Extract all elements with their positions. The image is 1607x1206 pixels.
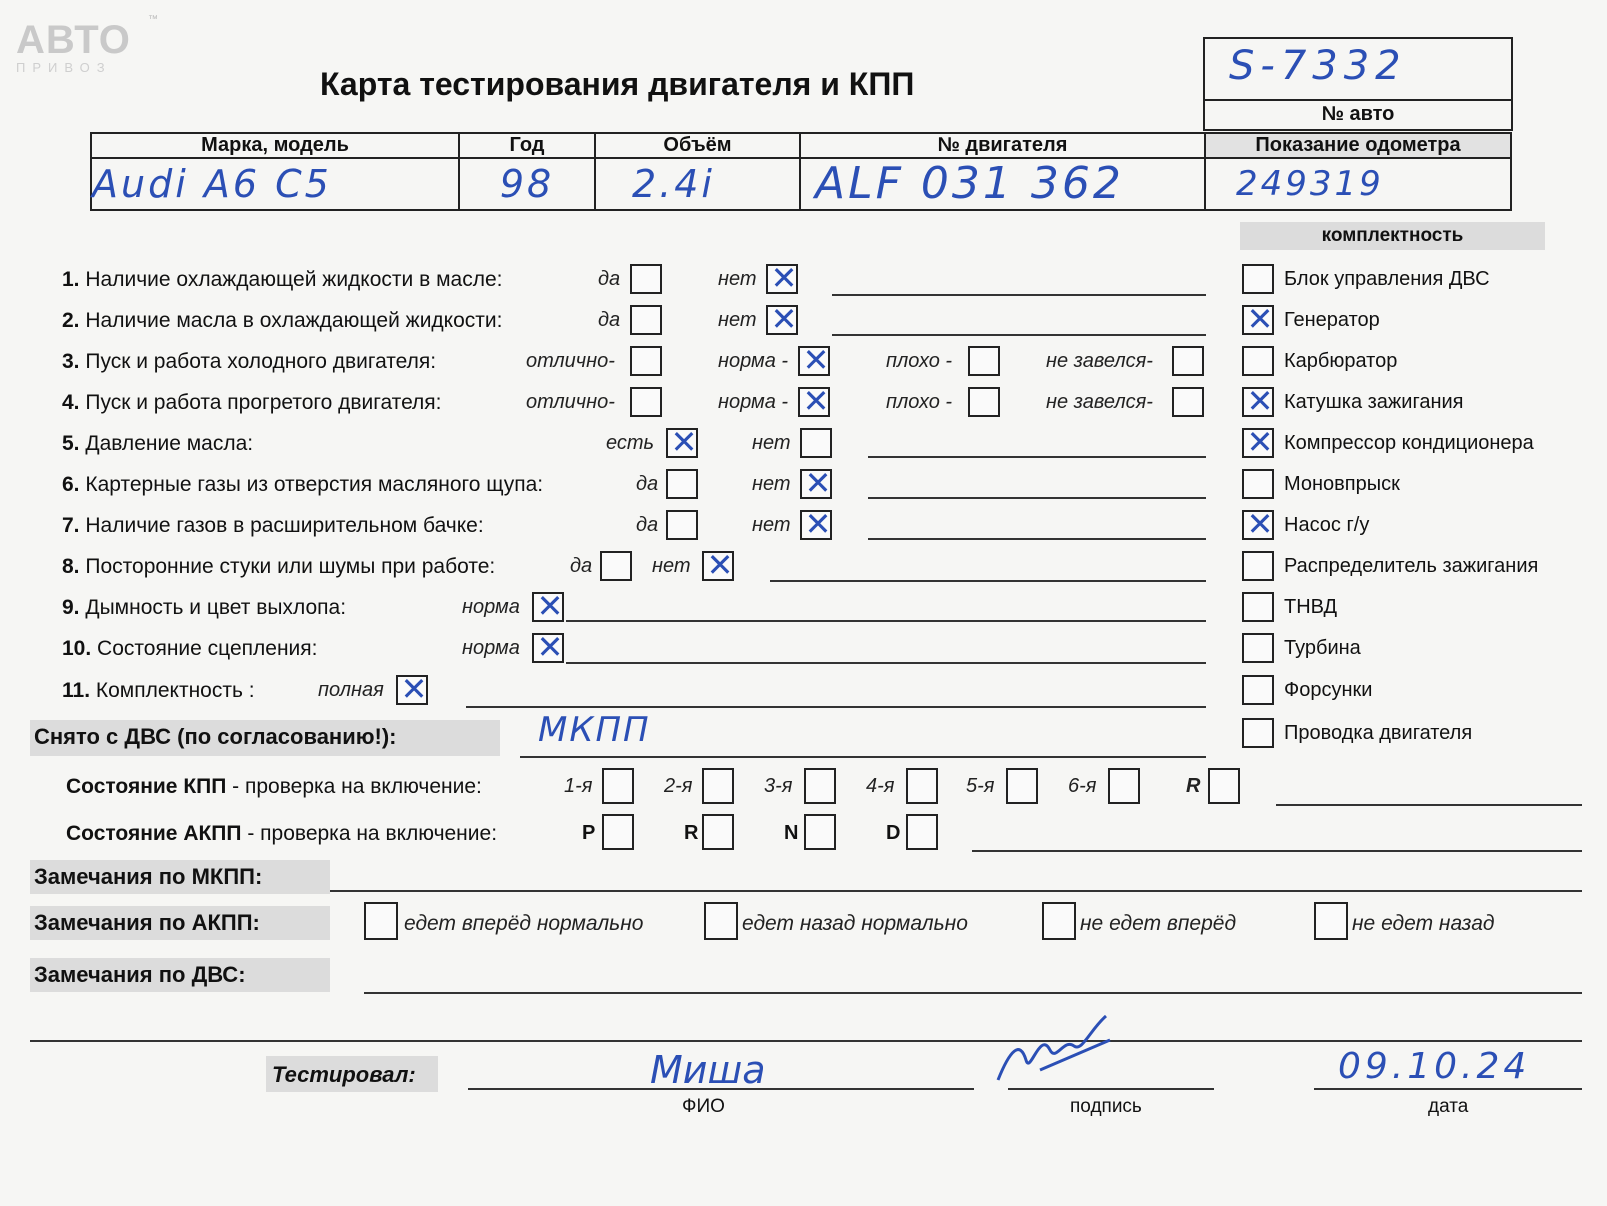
- check-mark: ✕: [536, 587, 564, 625]
- komplekt-checkbox[interactable]: [1242, 718, 1274, 748]
- gear-checkbox[interactable]: [702, 814, 734, 850]
- gear-label: 5-я: [966, 775, 995, 797]
- option-label: да: [636, 514, 659, 536]
- question-text: Наличие газов в расширительном бачке:: [85, 514, 484, 537]
- question-number: 5.: [62, 432, 80, 455]
- remarks-dvs-line-2: [30, 1040, 1582, 1042]
- comment-line: [832, 294, 1206, 296]
- question-number: 11.: [62, 679, 91, 702]
- komplekt-label: Катушка зажигания: [1284, 391, 1464, 413]
- check-mark: ✕: [536, 628, 564, 666]
- option-label: есть: [606, 432, 655, 454]
- komplekt-checkbox[interactable]: [1242, 675, 1274, 705]
- komplekt-checkbox[interactable]: [1242, 592, 1274, 622]
- date-caption: дата: [1428, 1096, 1469, 1117]
- question-number: 10.: [62, 637, 92, 660]
- auto-number-box: [1203, 37, 1513, 131]
- check-mark: ✕: [802, 341, 830, 379]
- question-number: 8.: [62, 555, 80, 578]
- komplektnost-title: комплектность: [1240, 222, 1545, 250]
- checkbox-q9-normal[interactable]: [532, 587, 564, 625]
- komplekt-label: Генератор: [1284, 309, 1380, 331]
- gear-label: R: [684, 822, 699, 844]
- komplekt-label: Турбина: [1284, 637, 1361, 659]
- komplekt-label: Карбюратор: [1284, 350, 1398, 372]
- comment-line: [566, 662, 1206, 664]
- checkbox-q11-full[interactable]: [396, 670, 428, 708]
- gear-label: 2-я: [664, 775, 693, 797]
- gear-label: P: [582, 822, 596, 844]
- question-number: 2.: [62, 309, 80, 332]
- remarks-akpp-label: Замечания по АКПП:: [34, 910, 260, 935]
- komplekt-label: Блок управления ДВС: [1284, 268, 1490, 290]
- akpp-label-bold: Состояние АКПП: [66, 822, 242, 845]
- checkbox-q7-da[interactable]: [666, 510, 698, 540]
- remarks-mkpp-line: [330, 890, 1582, 892]
- question-2: [62, 309, 502, 333]
- gear-label: D: [886, 822, 901, 844]
- gear-checkbox[interactable]: [906, 814, 938, 850]
- akpp-remark-label: едет вперёд нормально: [404, 912, 644, 935]
- values-row: [91, 158, 1511, 210]
- option-label: норма: [462, 637, 520, 659]
- question-text: Давление масла:: [85, 432, 254, 455]
- option-label: не завелся-: [1046, 350, 1153, 372]
- checkbox-q4-bad[interactable]: [968, 387, 1000, 417]
- question-number: 4.: [62, 391, 80, 414]
- option-label: нет: [752, 432, 791, 454]
- checkbox-q8-da[interactable]: [600, 551, 632, 581]
- header-row: [91, 133, 1511, 158]
- akpp-remark-checkbox[interactable]: [1042, 902, 1076, 940]
- option-label: норма -: [718, 391, 789, 413]
- check-mark: ✕: [1246, 423, 1274, 461]
- question-9: [62, 596, 346, 620]
- col-header: № двигателя: [800, 133, 1205, 158]
- checkbox-q3-bad[interactable]: [968, 346, 1000, 376]
- checkbox-q10-normal[interactable]: [532, 628, 564, 666]
- option-label: норма -: [718, 350, 789, 372]
- komplekt-label: Моновпрыск: [1284, 473, 1400, 495]
- akpp-remark-checkbox[interactable]: [1314, 902, 1348, 940]
- remarks-dvs-label: Замечания по ДВС:: [34, 962, 246, 987]
- auto-number-value: S-7332: [1229, 43, 1407, 89]
- checkbox-q4-normal[interactable]: [798, 382, 830, 420]
- logo-tm: ™: [148, 14, 158, 25]
- gear-checkbox[interactable]: [702, 768, 734, 804]
- comment-line: [868, 456, 1206, 458]
- removed-value: МКПП: [538, 710, 651, 750]
- option-label: отлично-: [526, 350, 615, 372]
- question-text: Состояние сцепления:: [97, 637, 318, 660]
- fio-line: [468, 1088, 974, 1090]
- option-label: отлично-: [526, 391, 615, 413]
- question-text: Пуск и работа холодного двигателя:: [85, 350, 437, 373]
- signature-caption: подпись: [1070, 1096, 1142, 1117]
- komplekt-checkbox[interactable]: [1242, 346, 1274, 376]
- col-header: Объём: [595, 133, 800, 158]
- check-mark: ✕: [1246, 300, 1274, 338]
- question-5: [62, 432, 253, 456]
- question-text: Комплектность :: [95, 679, 255, 702]
- value-year: 98: [459, 158, 595, 210]
- gear-label: 4-я: [866, 775, 895, 797]
- option-label: нет: [652, 555, 691, 577]
- comment-line: [832, 334, 1206, 336]
- check-mark: ✕: [1246, 382, 1274, 420]
- question-number: 6.: [62, 473, 80, 496]
- akpp-remark-label: не едет назад: [1352, 912, 1495, 935]
- check-mark: ✕: [802, 382, 830, 420]
- komplekt-checkbox[interactable]: [1242, 551, 1274, 581]
- checkbox-q3-no-start[interactable]: [1172, 346, 1204, 376]
- option-label: да: [598, 268, 621, 290]
- option-label: да: [598, 309, 621, 331]
- checkbox-q5-no[interactable]: [800, 428, 832, 458]
- gear-checkbox[interactable]: [602, 814, 634, 850]
- signature-line: [1008, 1088, 1214, 1090]
- checkbox-q7-net[interactable]: [800, 505, 832, 543]
- gear-checkbox[interactable]: [1208, 768, 1240, 804]
- gear-checkbox[interactable]: [602, 768, 634, 804]
- col-header: Год: [459, 133, 595, 158]
- option-label: норма: [462, 596, 520, 618]
- checkbox-q4-excellent[interactable]: [630, 387, 662, 417]
- checkbox-q8-net[interactable]: [702, 546, 734, 584]
- akpp-remark-label: не едет вперёд: [1080, 912, 1237, 935]
- col-header: Показание одометра: [1205, 133, 1511, 158]
- tested-date: 09.10.24: [1338, 1046, 1531, 1087]
- option-label: нет: [752, 514, 791, 536]
- checkbox-q1-da[interactable]: [630, 264, 662, 294]
- value-odometer: 249319: [1205, 158, 1511, 210]
- question-3: [62, 350, 436, 374]
- option-label: нет: [718, 268, 757, 290]
- signature-image: [990, 1010, 1130, 1090]
- checkbox-q2-da[interactable]: [630, 305, 662, 335]
- komplekt-checkbox[interactable]: [1242, 382, 1274, 420]
- tested-label: Тестировал:: [272, 1062, 416, 1087]
- auto-number-label: № авто: [1205, 99, 1511, 127]
- comment-line: [868, 497, 1206, 499]
- komplekt-label: Насос г/у: [1284, 514, 1370, 536]
- komplekt-label: Распределитель зажигания: [1284, 555, 1539, 577]
- akpp-label-rest: - проверка на включение:: [241, 822, 498, 845]
- fio-caption: ФИО: [682, 1096, 725, 1117]
- option-label: нет: [752, 473, 791, 495]
- comment-line: [770, 580, 1206, 582]
- akpp-remark-checkbox[interactable]: [704, 902, 738, 940]
- question-number: 3.: [62, 350, 80, 373]
- komplekt-label: Проводка двигателя: [1284, 722, 1473, 744]
- check-mark: ✕: [706, 546, 734, 584]
- check-mark: ✕: [670, 423, 698, 461]
- col-header: Марка, модель: [91, 133, 459, 158]
- komplekt-checkbox[interactable]: [1242, 469, 1274, 499]
- akpp-remark-checkbox[interactable]: [364, 902, 398, 940]
- question-8: [62, 555, 495, 579]
- question-number: 1.: [62, 268, 80, 291]
- value-volume: 2.4i: [595, 158, 800, 210]
- question-1: [62, 268, 502, 292]
- checkbox-q3-excellent[interactable]: [630, 346, 662, 376]
- comment-line: [566, 620, 1206, 622]
- check-mark: ✕: [804, 464, 832, 502]
- value-engine-number: ALF 031 362: [800, 158, 1205, 210]
- question-6: [62, 473, 543, 497]
- gear-checkbox[interactable]: [906, 768, 938, 804]
- checkbox-q5-yes[interactable]: [666, 423, 698, 461]
- gear-checkbox[interactable]: [804, 768, 836, 804]
- question-text: Дымность и цвет выхлопа:: [85, 596, 347, 619]
- option-label: нет: [718, 309, 757, 331]
- removed-line: [520, 756, 1206, 758]
- question-text: Пуск и работа прогретого двигателя:: [85, 391, 442, 414]
- akpp-line: [972, 850, 1582, 852]
- check-mark: ✕: [400, 670, 428, 708]
- question-text: Наличие охлаждающей жидкости в масле:: [85, 268, 503, 291]
- gear-label: 1-я: [564, 775, 593, 797]
- komplekt-label: Форсунки: [1284, 679, 1373, 701]
- komplekt-checkbox[interactable]: [1242, 633, 1274, 663]
- option-label: плохо -: [886, 350, 953, 372]
- komplekt-checkbox[interactable]: [1242, 423, 1274, 461]
- kpp-label: [66, 775, 482, 799]
- question-number: 9.: [62, 596, 80, 619]
- komplekt-label: Компрессор кондиционера: [1284, 432, 1534, 454]
- gear-label: 6-я: [1068, 775, 1097, 797]
- gear-checkbox[interactable]: [1006, 768, 1038, 804]
- komplekt-checkbox[interactable]: [1242, 505, 1274, 543]
- remarks-dvs-line: [364, 992, 1582, 994]
- kpp-label-bold: Состояние КПП: [66, 775, 227, 798]
- date-line: [1314, 1088, 1582, 1090]
- option-label: да: [636, 473, 659, 495]
- question-text: Наличие масла в охлаждающей жидкости:: [85, 309, 503, 332]
- logo-text: АВТО: [16, 18, 131, 62]
- option-label: не завелся-: [1046, 391, 1153, 413]
- gear-label: R: [1186, 775, 1201, 797]
- value-model: Audi A6 C5: [91, 158, 459, 210]
- removed-label: Снято с ДВС (по согласованию!):: [34, 724, 397, 749]
- logo-subtext: ПРИВОЗ: [16, 60, 112, 75]
- question-11: [62, 679, 255, 703]
- gear-label: N: [784, 822, 799, 844]
- kpp-line: [1276, 804, 1582, 806]
- option-label: полная: [318, 679, 384, 701]
- checkbox-q6-da[interactable]: [666, 469, 698, 499]
- check-mark: ✕: [770, 300, 798, 338]
- question-4: [62, 391, 442, 415]
- question-10: [62, 637, 317, 661]
- komplekt-checkbox[interactable]: [1242, 264, 1274, 294]
- check-mark: ✕: [804, 505, 832, 543]
- tested-name: Миша: [650, 1048, 766, 1092]
- option-label: да: [570, 555, 593, 577]
- checkbox-q1-net[interactable]: [766, 259, 798, 297]
- checkbox-q3-normal[interactable]: [798, 341, 830, 379]
- question-text: Картерные газы из отверстия масляного щупа:: [85, 473, 544, 496]
- gear-checkbox[interactable]: [1108, 768, 1140, 804]
- checkbox-q6-net[interactable]: [800, 464, 832, 502]
- checkbox-q4-no-start[interactable]: [1172, 387, 1204, 417]
- page-title: Карта тестирования двигателя и КПП: [320, 66, 915, 102]
- akpp-label: [66, 822, 497, 846]
- question-7: [62, 514, 484, 538]
- gear-label: 3-я: [764, 775, 793, 797]
- vehicle-info-table: [90, 132, 1512, 211]
- question-number: 7.: [62, 514, 80, 537]
- option-label: плохо -: [886, 391, 953, 413]
- komplekt-checkbox[interactable]: [1242, 300, 1274, 338]
- akpp-remark-label: едет назад нормально: [742, 912, 968, 935]
- gear-checkbox[interactable]: [804, 814, 836, 850]
- komplekt-label: ТНВД: [1284, 596, 1338, 618]
- check-mark: ✕: [1246, 505, 1274, 543]
- question-text: Посторонние стуки или шумы при работе:: [85, 555, 496, 578]
- kpp-label-rest: - проверка на включение:: [226, 775, 482, 798]
- brand-logo: [16, 20, 146, 75]
- checkbox-q2-net[interactable]: [766, 300, 798, 338]
- comment-line: [868, 538, 1206, 540]
- check-mark: ✕: [770, 259, 798, 297]
- remarks-mkpp-label: Замечания по МКПП:: [34, 864, 263, 889]
- comment-line: [466, 706, 1206, 708]
